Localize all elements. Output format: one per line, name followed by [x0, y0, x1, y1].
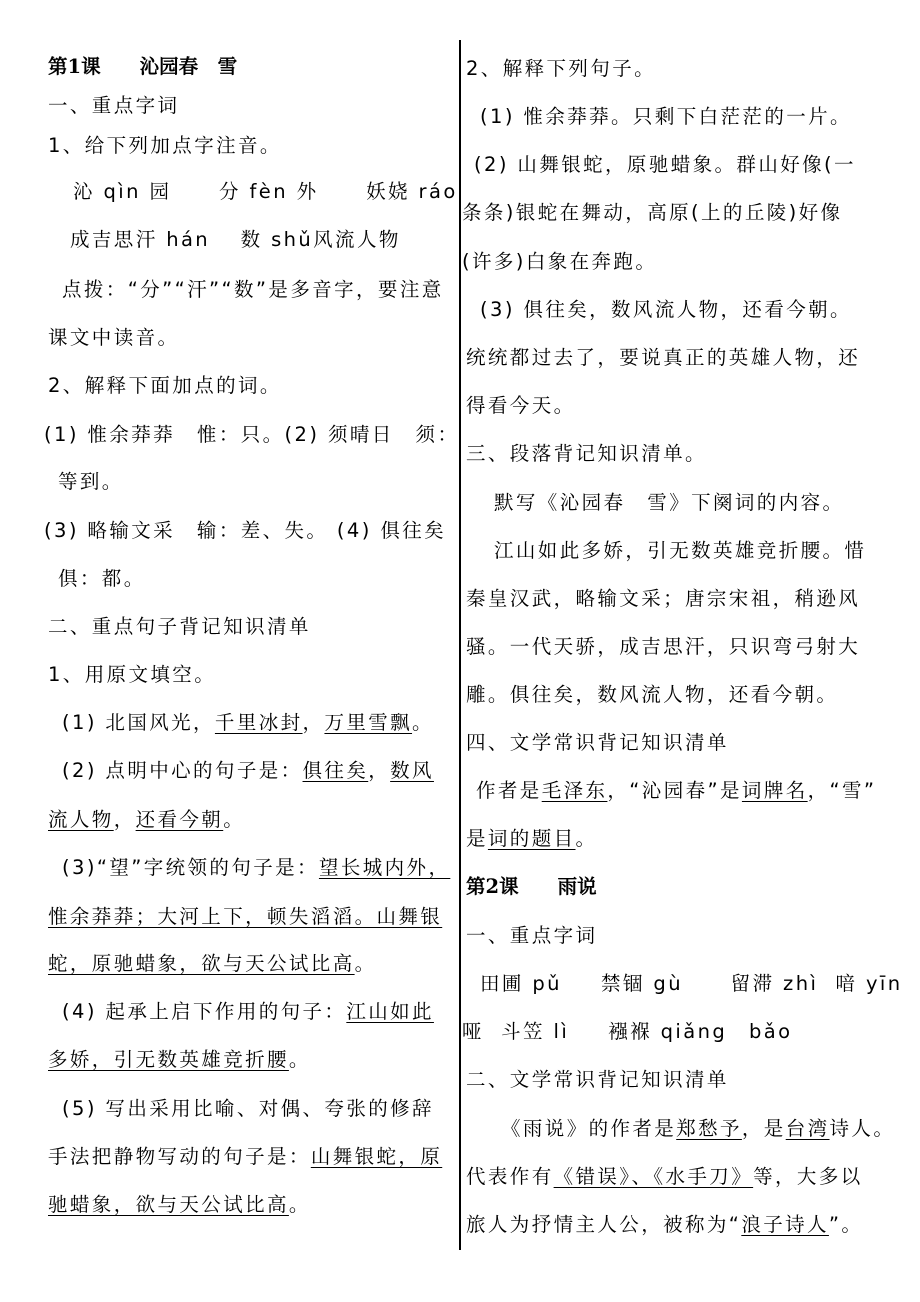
text-line [44, 519, 446, 543]
lesson-title [466, 875, 597, 899]
text-line [62, 759, 434, 783]
text-segment: 点拨：“分”“汗”“数”是多音字，要注意 [62, 278, 444, 301]
text-line [466, 394, 576, 418]
answer-underlined: 浪子诗人 [741, 1213, 829, 1236]
text-segment: 沁 qìn 园 分 fèn 外 妖娆 ráo [73, 180, 458, 203]
text-segment: 一、重点字词 [466, 924, 598, 947]
text-line [48, 134, 282, 158]
text-segment: 哑 斗笠 lì 襁褓 qiǎng bǎo [462, 1020, 793, 1043]
text-segment: (2) 点明中心的句子是： [62, 759, 303, 782]
answer-underlined: 郑愁予 [676, 1117, 742, 1140]
text-line [501, 1117, 895, 1141]
text-line [462, 250, 657, 274]
text-line [476, 779, 876, 803]
text-line [466, 827, 597, 851]
text-segment: 二、重点句子背记知识清单 [48, 615, 311, 638]
text-segment: 手法把静物写动的句子是： [48, 1145, 311, 1168]
text-segment: 诗人。 [829, 1117, 896, 1140]
text-line [466, 1068, 729, 1092]
text-segment: 成吉思汗 hán 数 shǔ风流人物 [70, 228, 401, 251]
text-line [466, 57, 656, 81]
answer-underlined: 词牌名 [741, 779, 808, 802]
text-segment: (许多)白象在奔跑。 [462, 250, 658, 273]
text-line [48, 952, 377, 976]
text-segment: (5) 写出采用比喻、对偶、夸张的修辞 [62, 1097, 434, 1120]
text-line [480, 105, 852, 129]
text-segment: 作者是 [476, 779, 542, 802]
text-segment: 雕。俱往矣，数风流人物，还看今朝。 [466, 683, 839, 706]
text-segment: ， [113, 808, 136, 831]
text-segment: ， [368, 759, 391, 782]
text-segment: (2) 山舞银蛇，原驰蜡象。群山好像(一 [474, 153, 856, 176]
text-line [466, 1213, 863, 1237]
text-segment: 四、文学常识背记知识清单 [466, 731, 729, 754]
text-line [62, 711, 434, 735]
text-segment: 三、段落背记知识清单。 [466, 442, 707, 465]
text-line [48, 94, 179, 118]
text-line [48, 374, 282, 398]
text-line [62, 1000, 434, 1024]
answer-underlined: 词的题目 [487, 827, 576, 850]
text-segment: 田圃 pǔ 禁锢 gù 留滞 zhì 喑 yīn [480, 972, 903, 995]
answer-underlined: 多娇，引无数英雄竞折腰 [48, 1048, 289, 1071]
text-segment: 统统都过去了，要说真正的英雄人物，还 [466, 346, 861, 369]
text-line [466, 346, 860, 370]
text-segment: (3)“望”字统领的句子是： [62, 856, 319, 879]
answer-underlined: 万里雪飘 [324, 711, 413, 734]
text-line [466, 1165, 863, 1189]
text-segment: ”。 [828, 1213, 864, 1236]
text-line [462, 201, 842, 225]
text-segment: (1) 惟余莽莽。只剩下白茫茫的一片。 [480, 105, 852, 128]
text-line [62, 856, 450, 880]
answer-underlined: 数风 [390, 759, 434, 782]
text-segment: ，“沁园春”是 [607, 779, 742, 802]
text-line [62, 1097, 434, 1121]
answer-underlined: 山舞银蛇，原 [310, 1145, 443, 1168]
text-segment: 条条)银蛇在舞动，高原(上的丘陵)好像 [462, 201, 843, 224]
left-column [44, 0, 468, 1302]
answer-underlined: 惟余莽莽；大河上下，顿失滔滔。山舞银 [48, 905, 443, 928]
text-segment: 江山如此多娇，引无数英雄竞折腰。惜 [494, 539, 867, 562]
text-line [466, 587, 860, 611]
answer-underlined: 千里冰封 [214, 711, 303, 734]
text-segment: 。 [575, 827, 598, 850]
text-segment: 第2课 雨说 [466, 875, 597, 898]
lesson-title [48, 55, 237, 79]
answer-underlined: 毛泽东 [541, 779, 608, 802]
text-segment: 代表作有 [466, 1165, 554, 1188]
answer-underlined: 台湾 [785, 1117, 830, 1140]
text-line [48, 615, 311, 639]
text-segment: 秦皇汉武，略输文采；唐宗宋祖，稍逊风 [466, 587, 861, 610]
text-segment: 2、解释下列句子。 [466, 57, 657, 80]
text-segment: (1) 北国风光， [62, 711, 215, 734]
text-segment: 。 [412, 711, 434, 734]
answer-underlined: 还看今朝 [135, 808, 224, 831]
text-segment: (4) 起承上启下作用的句子： [62, 1000, 347, 1023]
answer-underlined: 俱往矣 [302, 759, 369, 782]
column-divider [459, 40, 461, 1250]
text-segment: 是 [466, 827, 488, 850]
text-line [474, 153, 856, 177]
text-segment: ，“雪” [807, 779, 877, 802]
text-line [462, 1020, 792, 1044]
answer-underlined: 江山如此 [346, 1000, 434, 1023]
text-segment: (3) 俱往矣，数风流人物，还看今朝。 [480, 298, 852, 321]
text-segment: 1、用原文填空。 [48, 663, 217, 686]
text-line [48, 905, 442, 929]
text-line [58, 470, 124, 494]
text-segment: 等，大多以 [753, 1165, 863, 1188]
text-line [48, 1048, 311, 1072]
text-line [48, 663, 216, 687]
text-segment: 。 [354, 952, 377, 975]
text-line [58, 567, 146, 591]
text-line [466, 924, 597, 948]
text-segment: 《雨说》的作者是 [501, 1117, 677, 1140]
answer-underlined: 蛇，原驰蜡象，欲与天公试比高 [48, 952, 355, 975]
text-segment: (3) 略输文采 输：差、失。 (4) 俱往矣 [44, 519, 447, 542]
answer-underlined: 流人物 [48, 808, 114, 831]
text-segment: 骚。一代天骄，成吉思汗，只识弯弓射大 [466, 635, 861, 658]
text-line [48, 1145, 442, 1169]
answer-underlined: 驰蜡象，欲与天公试比高 [48, 1193, 289, 1216]
text-segment: 第1课 沁园春 雪 [48, 55, 238, 78]
text-segment: 一、重点字词 [48, 94, 180, 117]
text-segment: 1、给下列加点字注音。 [48, 134, 282, 157]
text-segment: (1) 惟余莽莽 惟：只。(2) 须晴日 须： [44, 423, 460, 446]
text-line [466, 635, 860, 659]
text-segment: 。 [223, 808, 246, 831]
text-segment: 等到。 [58, 470, 124, 493]
text-segment: 旅人为抒情主人公，被称为“ [466, 1213, 742, 1236]
text-line [73, 180, 458, 204]
answer-underlined: 望长城内外， [318, 856, 451, 879]
text-line [44, 423, 459, 447]
answer-underlined: 《错误》、《水手刀》 [553, 1165, 754, 1188]
text-segment: ， [302, 711, 325, 734]
text-segment: 俱：都。 [58, 567, 146, 590]
text-segment: 。 [288, 1193, 311, 1216]
text-segment: 课文中读音。 [48, 326, 180, 349]
text-segment: 默写《沁园春 雪》下阕词的内容。 [494, 491, 845, 514]
text-line [480, 972, 903, 996]
text-segment: ，是 [741, 1117, 786, 1140]
text-line [62, 278, 444, 302]
text-line [48, 1193, 311, 1217]
text-line [70, 228, 401, 252]
text-segment: 。 [288, 1048, 311, 1071]
text-segment: 得看今天。 [466, 394, 576, 417]
text-line [466, 731, 729, 755]
text-segment: 二、文学常识背记知识清单 [466, 1068, 729, 1091]
text-line [48, 326, 179, 350]
text-line [494, 491, 844, 515]
text-segment: 2、解释下面加点的词。 [48, 374, 282, 397]
text-line [494, 539, 866, 563]
text-line [466, 683, 838, 707]
text-line [48, 808, 245, 832]
right-column [462, 0, 903, 1302]
text-line [480, 298, 852, 322]
text-line [466, 442, 707, 466]
